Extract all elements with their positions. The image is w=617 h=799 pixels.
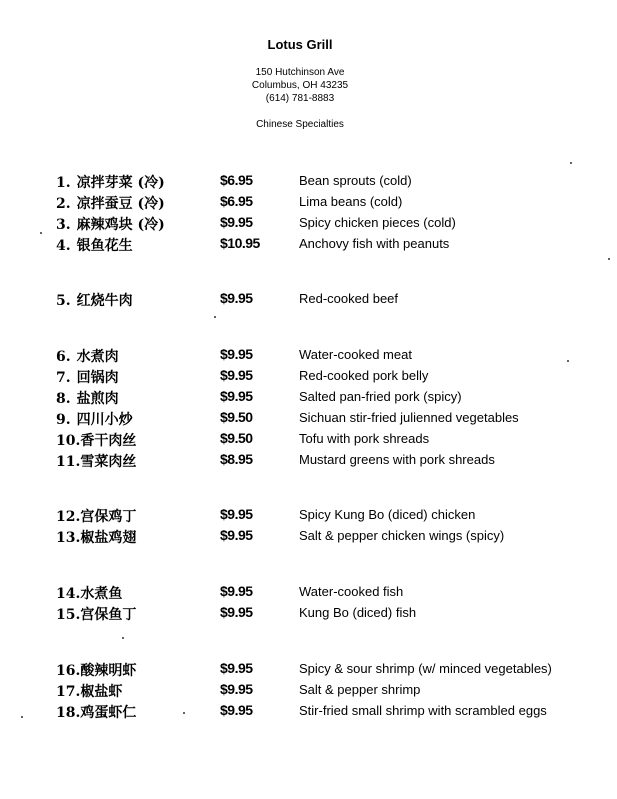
address-street: 150 Hutchinson Ave <box>255 67 345 78</box>
phone-number: (614) 781-8883 <box>265 93 335 104</box>
menu-item-price: $8.95 <box>220 451 253 467</box>
menu-item-price: $9.95 <box>220 214 253 230</box>
menu-item-chinese-text: 四川小炒 <box>76 412 133 428</box>
menu-item-chinese-name <box>56 409 133 429</box>
menu-item-number: 17. <box>56 684 81 700</box>
menu-item-chinese-text: 宫保鱼丁 <box>80 607 137 623</box>
menu-item-price: $9.95 <box>220 290 253 306</box>
menu-item-price: $6.95 <box>220 193 253 209</box>
menu-item-english-name: Salted pan-fried pork (spicy) <box>299 389 462 404</box>
menu-item-english-name: Spicy chicken pieces (cold) <box>299 215 456 230</box>
menu-item <box>0 660 617 680</box>
menu-item-price: $9.95 <box>220 506 253 522</box>
menu-item-chinese-name <box>56 172 165 192</box>
menu-item-english-name: Water-cooked meat <box>299 347 412 362</box>
menu-item-number: 6. <box>56 349 71 365</box>
menu-item-price: $9.95 <box>220 660 253 676</box>
menu-item-price: $9.95 <box>220 604 253 620</box>
menu-item-chinese-name <box>56 604 136 624</box>
address-city: Columbus, OH 43235 <box>251 80 349 91</box>
restaurant-name: Lotus Grill <box>267 37 333 52</box>
menu-item-number: 2. <box>56 196 71 212</box>
menu-item-chinese-name <box>56 367 119 387</box>
menu-item-chinese-text: 椒盐鸡翅 <box>80 530 137 546</box>
menu-item-price: $9.95 <box>220 583 253 599</box>
menu-item-chinese-text: 香干肉丝 <box>80 433 137 449</box>
menu-item <box>0 290 617 310</box>
menu-item-price: $10.95 <box>220 235 260 251</box>
menu-item-chinese-text: 凉拌芽菜 (冷) <box>76 175 165 191</box>
menu-item <box>0 604 617 624</box>
menu-item-chinese-text: 红烧牛肉 <box>76 293 133 309</box>
menu-item-price: $9.95 <box>220 527 253 543</box>
menu-item-chinese-text: 盐煎肉 <box>76 391 119 407</box>
scan-speck <box>214 316 216 318</box>
menu-item-number: 10. <box>56 433 81 449</box>
menu-item-chinese-text: 水煮肉 <box>76 349 119 365</box>
menu-item <box>0 235 617 255</box>
menu-item-number: 18. <box>56 705 81 721</box>
scan-speck <box>567 360 569 362</box>
menu-item-english-name: Red-cooked beef <box>299 291 399 306</box>
menu-item-chinese-name <box>56 681 122 701</box>
menu-item-english-name: Lima beans (cold) <box>299 194 403 209</box>
menu-item-english-name: Sichuan stir-fried julienned vegetables <box>299 410 519 425</box>
menu-item <box>0 214 617 234</box>
menu-item-chinese-text: 银鱼花生 <box>76 238 133 254</box>
menu-item-chinese-name <box>56 451 136 471</box>
menu-item-english-name: Mustard greens with pork shreads <box>299 452 495 467</box>
menu-item-chinese-name <box>56 583 122 603</box>
menu-item-chinese-text: 凉拌蚕豆 (冷) <box>76 196 165 212</box>
menu-item <box>0 430 617 450</box>
menu-item-english-name: Kung Bo (diced) fish <box>299 605 417 620</box>
scan-speck <box>21 716 23 718</box>
menu-item-chinese-name <box>56 702 136 722</box>
menu-item-english-name: Water-cooked fish <box>299 584 404 599</box>
menu-item <box>0 388 617 408</box>
menu-item-chinese-text: 宫保鸡丁 <box>80 509 137 525</box>
section-title: Chinese Specialties <box>256 119 344 130</box>
menu-item-number: 4. <box>56 238 71 254</box>
menu-item-english-name: Tofu with pork shreads <box>299 431 430 446</box>
menu-item-number: 11. <box>56 454 81 470</box>
menu-item <box>0 527 617 547</box>
menu-item-chinese-name <box>56 235 133 255</box>
menu-item-chinese-text: 椒盐虾 <box>80 684 123 700</box>
menu-item-number: 12. <box>56 509 81 525</box>
menu-item <box>0 451 617 471</box>
menu-item-number: 13. <box>56 530 81 546</box>
menu-item-chinese-name <box>56 290 133 310</box>
menu-item-chinese-name <box>56 388 119 408</box>
scan-speck <box>40 232 42 234</box>
menu-item-price: $9.95 <box>220 367 253 383</box>
menu-item-number: 9. <box>56 412 71 428</box>
menu-item-price: $9.95 <box>220 681 253 697</box>
menu-item-price: $6.95 <box>220 172 253 188</box>
scan-speck <box>183 712 185 714</box>
menu-item-number: 16. <box>56 663 81 679</box>
menu-item <box>0 172 617 192</box>
menu-item <box>0 702 617 722</box>
menu-item-english-name: Spicy Kung Bo (diced) chicken <box>299 507 476 522</box>
menu-item-chinese-name <box>56 527 136 547</box>
menu-item <box>0 193 617 213</box>
menu-item-chinese-text: 回锅肉 <box>76 370 119 386</box>
scan-speck <box>608 258 610 260</box>
menu-item-english-name: Red-cooked pork belly <box>299 368 429 383</box>
menu-item-price: $9.95 <box>220 702 253 718</box>
menu-item-chinese-text: 麻辣鸡块 (冷) <box>76 217 165 233</box>
menu-item-english-name: Salt & pepper chicken wings (spicy) <box>299 528 505 543</box>
menu-item-number: 14. <box>56 586 81 602</box>
menu-item-english-name: Spicy & sour shrimp (w/ minced vegetables) <box>299 661 552 676</box>
menu-item <box>0 583 617 603</box>
menu-item-chinese-text: 酸辣明虾 <box>80 663 137 679</box>
menu-item <box>0 681 617 701</box>
menu-item-chinese-name <box>56 214 165 234</box>
menu-item-chinese-text: 雪菜肉丝 <box>80 454 137 470</box>
menu-item-english-name: Salt & pepper shrimp <box>299 682 421 697</box>
menu-item-number: 1. <box>56 175 71 191</box>
menu-item <box>0 506 617 526</box>
scan-speck <box>570 162 572 164</box>
menu-item-chinese-text: 水煮鱼 <box>80 586 123 602</box>
menu-item-chinese-name <box>56 430 136 450</box>
menu-item-number: 15. <box>56 607 81 623</box>
menu-item-english-name: Stir-fried small shrimp with scrambled eggs <box>299 703 547 718</box>
menu-item-chinese-name <box>56 346 119 366</box>
menu-item-number: 3. <box>56 217 71 233</box>
menu-item-price: $9.95 <box>220 388 253 404</box>
menu-item-english-name: Anchovy fish with peanuts <box>299 236 450 251</box>
menu-item-chinese-name <box>56 660 136 680</box>
menu-item-english-name: Bean sprouts (cold) <box>299 173 412 188</box>
menu-item-number: 5. <box>56 293 71 309</box>
scan-speck <box>122 637 124 639</box>
menu-item-chinese-name <box>56 506 136 526</box>
menu-item-number: 7. <box>56 370 71 386</box>
menu-item-price: $9.50 <box>220 430 253 446</box>
menu-item <box>0 346 617 366</box>
menu-item <box>0 409 617 429</box>
menu-item-chinese-text: 鸡蛋虾仁 <box>80 705 137 721</box>
menu-item-chinese-name <box>56 193 165 213</box>
menu-item-price: $9.50 <box>220 409 253 425</box>
menu-item-number: 8. <box>56 391 71 407</box>
menu-item <box>0 367 617 387</box>
menu-item-price: $9.95 <box>220 346 253 362</box>
